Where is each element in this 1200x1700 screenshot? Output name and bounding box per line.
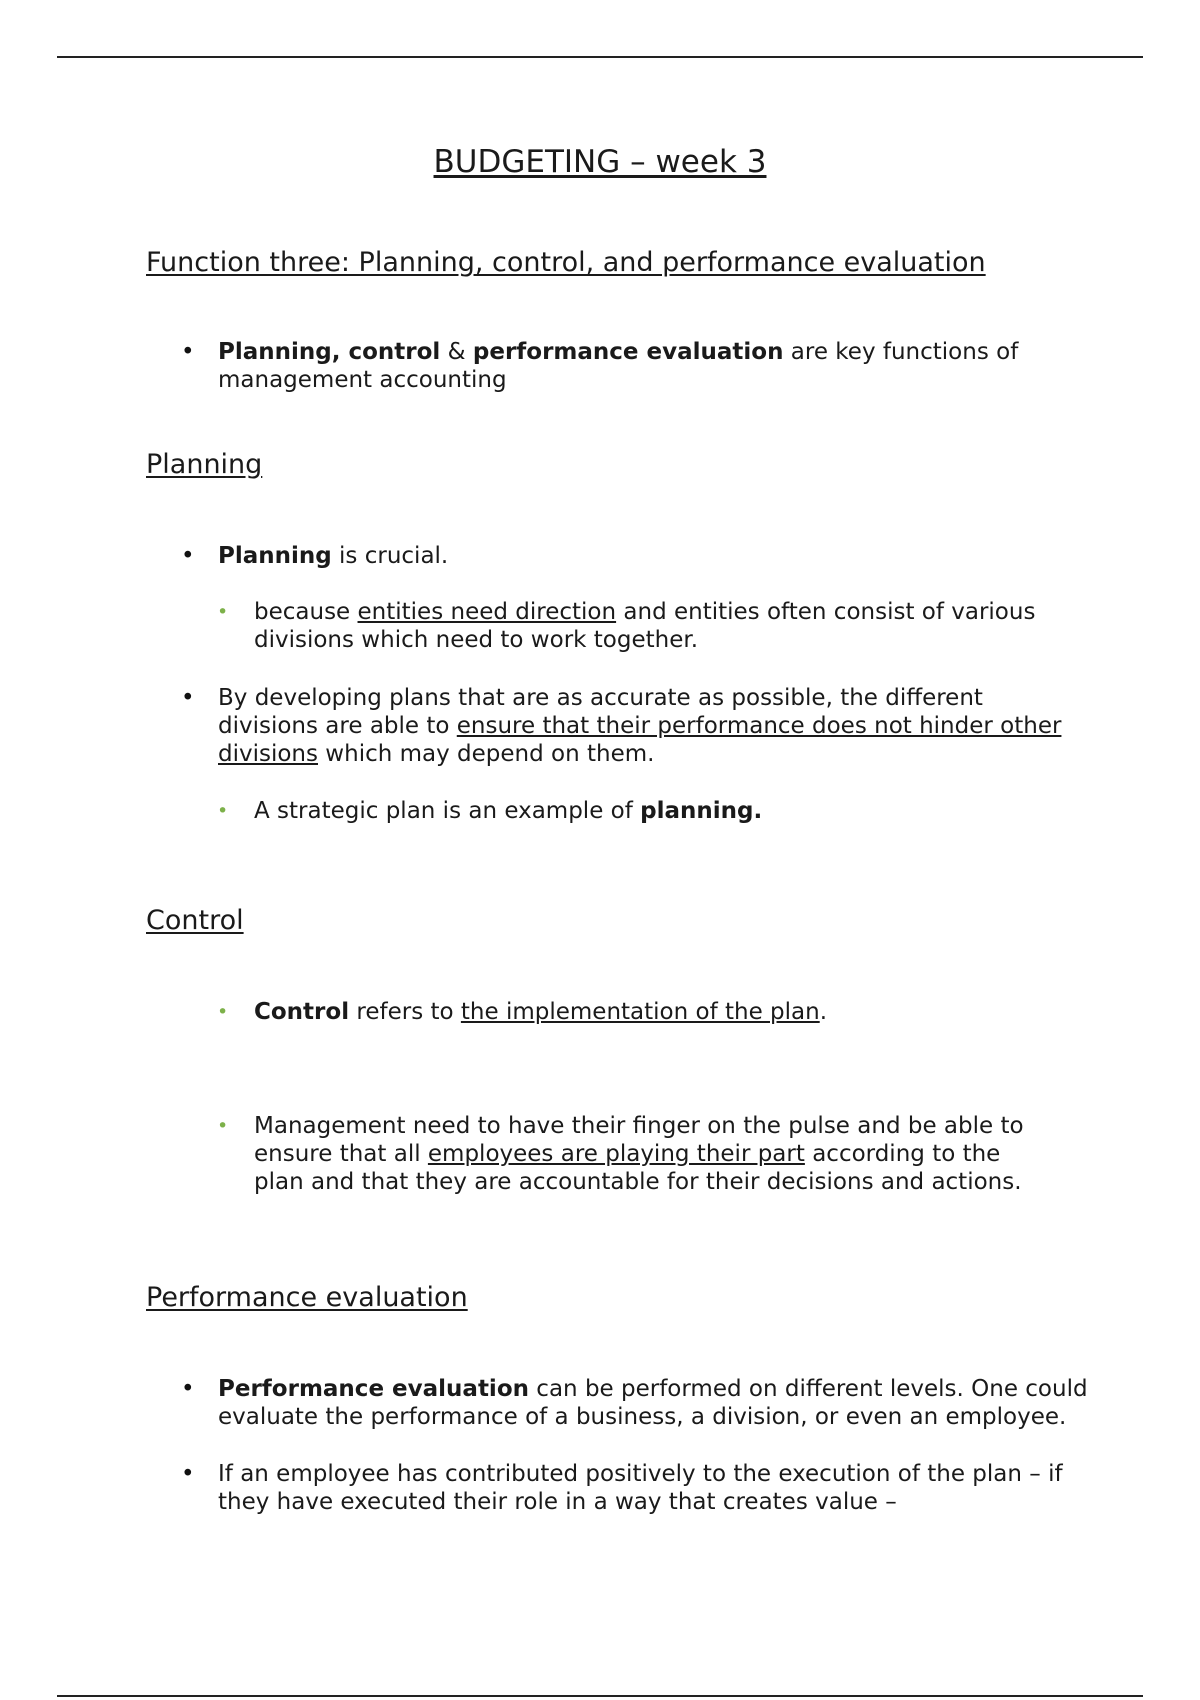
bold-planning: Planning [218,543,332,569]
bullet-key-functions [218,338,1088,394]
text-period: . [819,999,828,1025]
text-because: because [254,599,358,625]
subbullet-strategic-plan [254,797,1044,825]
text-key-functions: are key functions of management accounting [218,339,1019,393]
text-refers-to: refers to [349,999,461,1025]
page-title: BUDGETING – week 3 [433,144,767,180]
bold-control: Control [254,999,350,1025]
underlined-implementation: the implementation of the plan [460,999,820,1025]
text-is-crucial: is crucial. [331,543,449,569]
text-developing-plans: By developing plans that are as accurate as possible, the different divisions are able to [218,685,983,739]
text-divisions-work-together: and entities often consist of various divisions which need to work together. [254,599,1036,653]
bold-planning-control: Planning, control [218,339,441,365]
bold-performance-evaluation-2: Performance evaluation [218,1376,529,1402]
heading-planning: Planning [146,449,263,480]
text-ampersand: & [440,339,473,365]
heading-function-three: Function three: Planning, control, and performance evaluation [146,247,986,278]
bold-performance-evaluation: performance evaluation [472,339,784,365]
text-accountable: according to the plan and that they are accountable for their decisions and actions. [254,1141,1022,1195]
text-employee-contributed: If an employee has contributed positively to the execution of the plan – if they have executed their role in a way that creates value – [218,1461,1063,1515]
subbullet-entities-direction [254,598,1044,654]
underlined-employees-part: employees are playing their part [427,1141,805,1167]
bullet-performance-levels [218,1375,1088,1431]
top-rule [57,56,1143,58]
underlined-entities-direction: entities need direction [357,599,617,625]
heading-control: Control [146,905,244,936]
text-different-levels: can be performed on different levels. One could evaluate the performance of a business, a division, or even an employee. [218,1376,1088,1430]
bullet-developing-plans [218,684,1088,768]
subbullet-control-refers [254,998,1044,1026]
underlined-not-hinder: ensure that their performance does not hinder other divisions [218,713,1062,767]
bullet-planning-crucial [218,542,1088,570]
subbullet-management-pulse [254,1112,1044,1196]
bullet-employee-contributed [218,1460,1088,1516]
text-depend-on-them: which may depend on them. [318,741,655,767]
text-strategic-plan: A strategic plan is an example of [254,798,641,824]
text-management-pulse: Management need to have their finger on the pulse and be able to ensure that all [254,1113,1024,1167]
heading-performance-evaluation: Performance evaluation [146,1282,468,1313]
bottom-rule [57,1695,1143,1697]
bold-planning-example: planning. [640,798,763,824]
